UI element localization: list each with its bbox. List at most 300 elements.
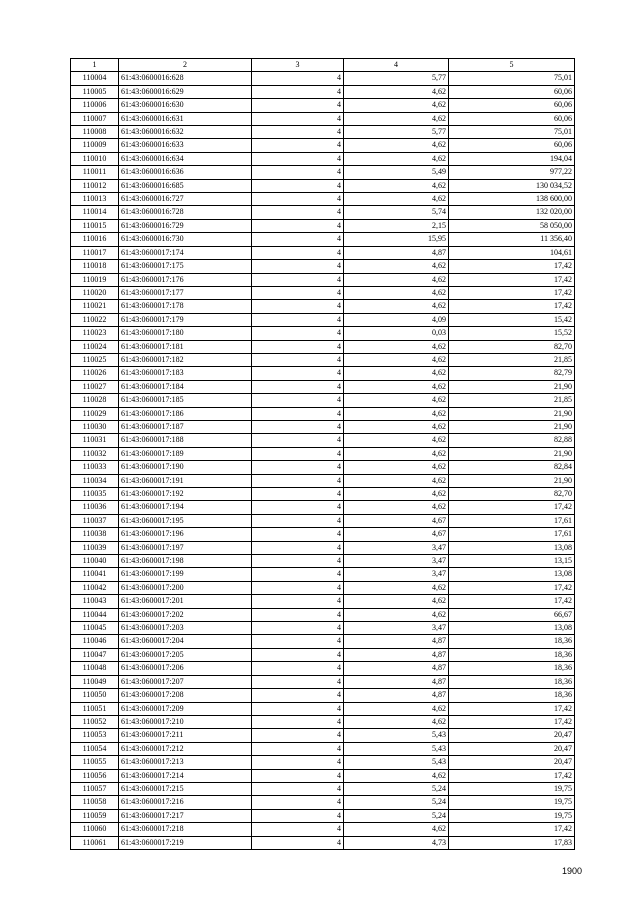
header-row (71, 59, 575, 72)
table-row (71, 528, 575, 541)
cell-col-4: 4,62 (344, 702, 449, 715)
cell-col-2: 61:43:0600017:206 (119, 662, 252, 675)
cell-col-3: 4 (252, 313, 344, 326)
cell-col-2: 61:43:0600016:630 (119, 99, 252, 112)
cell-col-3: 4 (252, 474, 344, 487)
cell-col-2: 61:43:0600017:216 (119, 796, 252, 809)
cell-col-4: 3,47 (344, 568, 449, 581)
cell-col-2: 61:43:0600017:199 (119, 568, 252, 581)
cell-col-1: 110024 (71, 340, 119, 353)
cell-col-3: 4 (252, 541, 344, 554)
table-row (71, 139, 575, 152)
cell-col-2: 61:43:0600017:178 (119, 300, 252, 313)
cell-col-5: 82,70 (449, 488, 575, 501)
cell-col-2: 61:43:0600017:177 (119, 286, 252, 299)
table-row (71, 461, 575, 474)
cell-col-4: 5,74 (344, 206, 449, 219)
cell-col-2: 61:43:0600016:634 (119, 152, 252, 165)
table-row (71, 501, 575, 514)
cell-col-4: 4,87 (344, 689, 449, 702)
cell-col-1: 110039 (71, 541, 119, 554)
cell-col-3: 4 (252, 622, 344, 635)
cell-col-1: 110038 (71, 528, 119, 541)
cell-col-1: 110021 (71, 300, 119, 313)
cell-col-1: 110044 (71, 608, 119, 621)
cell-col-1: 110043 (71, 595, 119, 608)
cell-col-5: 20,47 (449, 742, 575, 755)
table-row (71, 702, 575, 715)
cell-col-2: 61:43:0600017:203 (119, 622, 252, 635)
cell-col-1: 110058 (71, 796, 119, 809)
cell-col-5: 13,15 (449, 555, 575, 568)
cell-col-3: 4 (252, 595, 344, 608)
cell-col-3: 4 (252, 286, 344, 299)
cell-col-5: 17,42 (449, 501, 575, 514)
cell-col-1: 110046 (71, 635, 119, 648)
cell-col-3: 4 (252, 568, 344, 581)
table-row (71, 742, 575, 755)
cell-col-5: 132 020,00 (449, 206, 575, 219)
cell-col-4: 0,03 (344, 327, 449, 340)
table-row (71, 273, 575, 286)
cell-col-5: 17,42 (449, 300, 575, 313)
table-row (71, 380, 575, 393)
cell-col-5: 17,42 (449, 823, 575, 836)
table-row (71, 260, 575, 273)
cell-col-2: 61:43:0600017:179 (119, 313, 252, 326)
cell-col-4: 4,62 (344, 501, 449, 514)
cell-col-3: 4 (252, 139, 344, 152)
cell-col-5: 21,90 (449, 420, 575, 433)
cell-col-3: 4 (252, 555, 344, 568)
cell-col-5: 21,85 (449, 353, 575, 366)
table-row (71, 246, 575, 259)
cell-col-5: 17,83 (449, 836, 575, 849)
cell-col-1: 110047 (71, 648, 119, 661)
table-row (71, 514, 575, 527)
table-row (71, 407, 575, 420)
cell-col-2: 61:43:0600017:192 (119, 488, 252, 501)
cell-col-3: 4 (252, 380, 344, 393)
cell-col-4: 4,62 (344, 367, 449, 380)
cell-col-2: 61:43:0600017:182 (119, 353, 252, 366)
cell-col-5: 17,42 (449, 286, 575, 299)
cell-col-5: 21,90 (449, 380, 575, 393)
cell-col-3: 4 (252, 394, 344, 407)
cell-col-1: 110053 (71, 729, 119, 742)
cell-col-2: 61:43:0600016:632 (119, 126, 252, 139)
cell-col-1: 110060 (71, 823, 119, 836)
table-row (71, 219, 575, 232)
cell-col-4: 4,62 (344, 139, 449, 152)
cell-col-5: 66,67 (449, 608, 575, 621)
cell-col-3: 4 (252, 608, 344, 621)
cell-col-3: 4 (252, 528, 344, 541)
cell-col-5: 20,47 (449, 756, 575, 769)
cell-col-3: 4 (252, 112, 344, 125)
cell-col-1: 110034 (71, 474, 119, 487)
cell-col-4: 4,62 (344, 474, 449, 487)
cell-col-2: 61:43:0600017:213 (119, 756, 252, 769)
cell-col-5: 19,75 (449, 782, 575, 795)
cell-col-3: 4 (252, 420, 344, 433)
table-row (71, 675, 575, 688)
cell-col-4: 5,24 (344, 809, 449, 822)
cell-col-5: 60,06 (449, 85, 575, 98)
cell-col-1: 110012 (71, 179, 119, 192)
table-row (71, 300, 575, 313)
cell-col-2: 61:43:0600017:175 (119, 260, 252, 273)
cell-col-5: 17,42 (449, 769, 575, 782)
cell-col-4: 3,47 (344, 555, 449, 568)
cell-col-4: 4,62 (344, 85, 449, 98)
cell-col-3: 4 (252, 152, 344, 165)
table-row (71, 689, 575, 702)
cell-col-2: 61:43:0600017:185 (119, 394, 252, 407)
cell-col-1: 110052 (71, 715, 119, 728)
table-row (71, 286, 575, 299)
cell-col-4: 4,62 (344, 273, 449, 286)
cell-col-2: 61:43:0600017:215 (119, 782, 252, 795)
table-row (71, 394, 575, 407)
cell-col-3: 4 (252, 340, 344, 353)
cell-col-1: 110054 (71, 742, 119, 755)
cell-col-1: 110009 (71, 139, 119, 152)
cell-col-4: 4,62 (344, 380, 449, 393)
table-row (71, 622, 575, 635)
cell-col-1: 110028 (71, 394, 119, 407)
cell-col-2: 61:43:0600016:730 (119, 233, 252, 246)
cell-col-3: 4 (252, 648, 344, 661)
cell-col-1: 110033 (71, 461, 119, 474)
table-row (71, 836, 575, 849)
cell-col-2: 61:43:0600017:217 (119, 809, 252, 822)
cell-col-1: 110008 (71, 126, 119, 139)
cell-col-5: 82,84 (449, 461, 575, 474)
cell-col-1: 110015 (71, 219, 119, 232)
cell-col-1: 110029 (71, 407, 119, 420)
cell-col-3: 4 (252, 407, 344, 420)
cell-col-2: 61:43:0600017:198 (119, 555, 252, 568)
cell-col-2: 61:43:0600016:685 (119, 179, 252, 192)
cell-col-4: 5,77 (344, 72, 449, 85)
cell-col-3: 4 (252, 769, 344, 782)
cell-col-3: 4 (252, 300, 344, 313)
cell-col-3: 4 (252, 514, 344, 527)
cell-col-5: 17,61 (449, 528, 575, 541)
cell-col-2: 61:43:0600017:194 (119, 501, 252, 514)
table-row (71, 99, 575, 112)
cell-col-5: 138 600,00 (449, 193, 575, 206)
cell-col-5: 17,42 (449, 595, 575, 608)
cell-col-4: 4,62 (344, 286, 449, 299)
cell-col-5: 82,88 (449, 434, 575, 447)
cell-col-5: 82,79 (449, 367, 575, 380)
page-number: 1900 (562, 866, 583, 876)
cell-col-4: 4,62 (344, 407, 449, 420)
cell-col-1: 110020 (71, 286, 119, 299)
cell-col-5: 15,42 (449, 313, 575, 326)
cell-col-1: 110014 (71, 206, 119, 219)
cell-col-4: 4,62 (344, 715, 449, 728)
cell-col-2: 61:43:0600017:210 (119, 715, 252, 728)
cell-col-2: 61:43:0600017:186 (119, 407, 252, 420)
cell-col-3: 4 (252, 581, 344, 594)
cell-col-3: 4 (252, 782, 344, 795)
cell-col-4: 4,62 (344, 152, 449, 165)
table-row (71, 434, 575, 447)
cell-col-1: 110048 (71, 662, 119, 675)
table-row (71, 796, 575, 809)
cell-col-1: 110059 (71, 809, 119, 822)
table-row (71, 340, 575, 353)
cell-col-1: 110031 (71, 434, 119, 447)
cell-col-2: 61:43:0600016:631 (119, 112, 252, 125)
cell-col-2: 61:43:0600017:183 (119, 367, 252, 380)
table-row (71, 353, 575, 366)
cell-col-2: 61:43:0600017:196 (119, 528, 252, 541)
cell-col-1: 110045 (71, 622, 119, 635)
cell-col-4: 4,87 (344, 635, 449, 648)
cell-col-3: 4 (252, 85, 344, 98)
table-row (71, 581, 575, 594)
cell-col-3: 4 (252, 126, 344, 139)
cell-col-5: 19,75 (449, 809, 575, 822)
table-row (71, 179, 575, 192)
cell-col-1: 110037 (71, 514, 119, 527)
data-table (70, 58, 575, 850)
table-row (71, 729, 575, 742)
column-header-2: 2 (119, 59, 252, 72)
table-row (71, 193, 575, 206)
cell-col-1: 110042 (71, 581, 119, 594)
cell-col-3: 4 (252, 809, 344, 822)
cell-col-4: 4,62 (344, 353, 449, 366)
table-row (71, 474, 575, 487)
cell-col-2: 61:43:0600017:211 (119, 729, 252, 742)
cell-col-5: 60,06 (449, 99, 575, 112)
table-row (71, 166, 575, 179)
cell-col-4: 4,62 (344, 581, 449, 594)
cell-col-5: 21,85 (449, 394, 575, 407)
cell-col-1: 110032 (71, 447, 119, 460)
cell-col-3: 4 (252, 447, 344, 460)
cell-col-5: 60,06 (449, 112, 575, 125)
cell-col-4: 4,62 (344, 447, 449, 460)
cell-col-4: 4,87 (344, 648, 449, 661)
cell-col-5: 13,08 (449, 622, 575, 635)
cell-col-3: 4 (252, 434, 344, 447)
cell-col-1: 110007 (71, 112, 119, 125)
cell-col-3: 4 (252, 689, 344, 702)
cell-col-4: 2,15 (344, 219, 449, 232)
table-row (71, 85, 575, 98)
cell-col-3: 4 (252, 179, 344, 192)
cell-col-4: 3,47 (344, 622, 449, 635)
cell-col-4: 4,62 (344, 394, 449, 407)
cell-col-4: 5,43 (344, 742, 449, 755)
cell-col-1: 110030 (71, 420, 119, 433)
cell-col-3: 4 (252, 742, 344, 755)
cell-col-4: 4,62 (344, 300, 449, 313)
cell-col-3: 4 (252, 823, 344, 836)
cell-col-3: 4 (252, 206, 344, 219)
cell-col-4: 5,24 (344, 782, 449, 795)
cell-col-3: 4 (252, 756, 344, 769)
cell-col-5: 18,36 (449, 675, 575, 688)
cell-col-4: 4,62 (344, 461, 449, 474)
cell-col-2: 61:43:0600016:636 (119, 166, 252, 179)
table-row (71, 568, 575, 581)
cell-col-1: 110010 (71, 152, 119, 165)
table-row (71, 152, 575, 165)
cell-col-2: 61:43:0600017:212 (119, 742, 252, 755)
cell-col-4: 4,67 (344, 514, 449, 527)
cell-col-2: 61:43:0600017:180 (119, 327, 252, 340)
table-row (71, 635, 575, 648)
table-row (71, 206, 575, 219)
cell-col-5: 11 356,40 (449, 233, 575, 246)
cell-col-3: 4 (252, 662, 344, 675)
cell-col-1: 110040 (71, 555, 119, 568)
cell-col-1: 110018 (71, 260, 119, 273)
cell-col-4: 4,87 (344, 246, 449, 259)
cell-col-1: 110027 (71, 380, 119, 393)
cell-col-5: 21,90 (449, 407, 575, 420)
table-row (71, 809, 575, 822)
cell-col-5: 17,42 (449, 273, 575, 286)
table-row (71, 782, 575, 795)
cell-col-1: 110025 (71, 353, 119, 366)
cell-col-2: 61:43:0600016:633 (119, 139, 252, 152)
cell-col-4: 4,62 (344, 193, 449, 206)
cell-col-2: 61:43:0600017:204 (119, 635, 252, 648)
table-row (71, 327, 575, 340)
cell-col-5: 58 050,00 (449, 219, 575, 232)
column-header-4: 4 (344, 59, 449, 72)
cell-col-4: 4,62 (344, 179, 449, 192)
cell-col-5: 13,08 (449, 568, 575, 581)
cell-col-5: 977,22 (449, 166, 575, 179)
cell-col-2: 61:43:0600017:209 (119, 702, 252, 715)
table-row (71, 233, 575, 246)
table-row (71, 756, 575, 769)
cell-col-3: 4 (252, 219, 344, 232)
cell-col-4: 4,62 (344, 260, 449, 273)
cell-col-5: 19,75 (449, 796, 575, 809)
cell-col-5: 20,47 (449, 729, 575, 742)
cell-col-1: 110056 (71, 769, 119, 782)
cell-col-4: 4,62 (344, 608, 449, 621)
cell-col-2: 61:43:0600017:189 (119, 447, 252, 460)
cell-col-4: 5,24 (344, 796, 449, 809)
cell-col-5: 13,08 (449, 541, 575, 554)
cell-col-5: 194,04 (449, 152, 575, 165)
cell-col-2: 61:43:0600016:629 (119, 85, 252, 98)
table-row (71, 112, 575, 125)
cell-col-1: 110022 (71, 313, 119, 326)
cell-col-1: 110049 (71, 675, 119, 688)
cell-col-2: 61:43:0600017:181 (119, 340, 252, 353)
cell-col-5: 17,42 (449, 715, 575, 728)
cell-col-1: 110026 (71, 367, 119, 380)
cell-col-3: 4 (252, 233, 344, 246)
cell-col-5: 104,61 (449, 246, 575, 259)
cell-col-4: 4,67 (344, 528, 449, 541)
cell-col-4: 4,62 (344, 340, 449, 353)
column-header-5: 5 (449, 59, 575, 72)
cell-col-5: 60,06 (449, 139, 575, 152)
cell-col-2: 61:43:0600017:176 (119, 273, 252, 286)
cell-col-3: 4 (252, 461, 344, 474)
table-row (71, 769, 575, 782)
table-row (71, 555, 575, 568)
cell-col-3: 4 (252, 796, 344, 809)
cell-col-2: 61:43:0600016:628 (119, 72, 252, 85)
cell-col-4: 5,43 (344, 756, 449, 769)
cell-col-1: 110023 (71, 327, 119, 340)
cell-col-4: 4,62 (344, 420, 449, 433)
cell-col-3: 4 (252, 166, 344, 179)
table-row (71, 420, 575, 433)
cell-col-5: 18,36 (449, 635, 575, 648)
cell-col-2: 61:43:0600017:219 (119, 836, 252, 849)
column-header-1: 1 (71, 59, 119, 72)
cell-col-5: 15,52 (449, 327, 575, 340)
cell-col-4: 3,47 (344, 541, 449, 554)
cell-col-4: 4,62 (344, 769, 449, 782)
cell-col-2: 61:43:0600017:188 (119, 434, 252, 447)
cell-col-2: 61:43:0600016:727 (119, 193, 252, 206)
cell-col-5: 130 034,52 (449, 179, 575, 192)
table-body (71, 72, 575, 850)
table-row (71, 488, 575, 501)
table-row (71, 367, 575, 380)
cell-col-1: 110051 (71, 702, 119, 715)
cell-col-3: 4 (252, 836, 344, 849)
cell-col-3: 4 (252, 488, 344, 501)
cell-col-4: 4,09 (344, 313, 449, 326)
cell-col-2: 61:43:0600017:202 (119, 608, 252, 621)
cell-col-4: 4,62 (344, 488, 449, 501)
cell-col-2: 61:43:0600017:197 (119, 541, 252, 554)
column-header-3: 3 (252, 59, 344, 72)
cell-col-2: 61:43:0600017:184 (119, 380, 252, 393)
cell-col-2: 61:43:0600017:207 (119, 675, 252, 688)
cell-col-2: 61:43:0600017:214 (119, 769, 252, 782)
cell-col-1: 110013 (71, 193, 119, 206)
cell-col-5: 18,36 (449, 648, 575, 661)
table-row (71, 662, 575, 675)
table-row (71, 608, 575, 621)
cell-col-2: 61:43:0600016:728 (119, 206, 252, 219)
cell-col-5: 82,70 (449, 340, 575, 353)
cell-col-5: 21,90 (449, 447, 575, 460)
table-row (71, 313, 575, 326)
table-row (71, 715, 575, 728)
cell-col-3: 4 (252, 260, 344, 273)
cell-col-4: 5,77 (344, 126, 449, 139)
cell-col-1: 110035 (71, 488, 119, 501)
cell-col-5: 75,01 (449, 72, 575, 85)
cell-col-1: 110055 (71, 756, 119, 769)
cell-col-2: 61:43:0600017:195 (119, 514, 252, 527)
cell-col-3: 4 (252, 635, 344, 648)
cell-col-1: 110019 (71, 273, 119, 286)
cell-col-3: 4 (252, 353, 344, 366)
cell-col-5: 75,01 (449, 126, 575, 139)
table-row (71, 541, 575, 554)
